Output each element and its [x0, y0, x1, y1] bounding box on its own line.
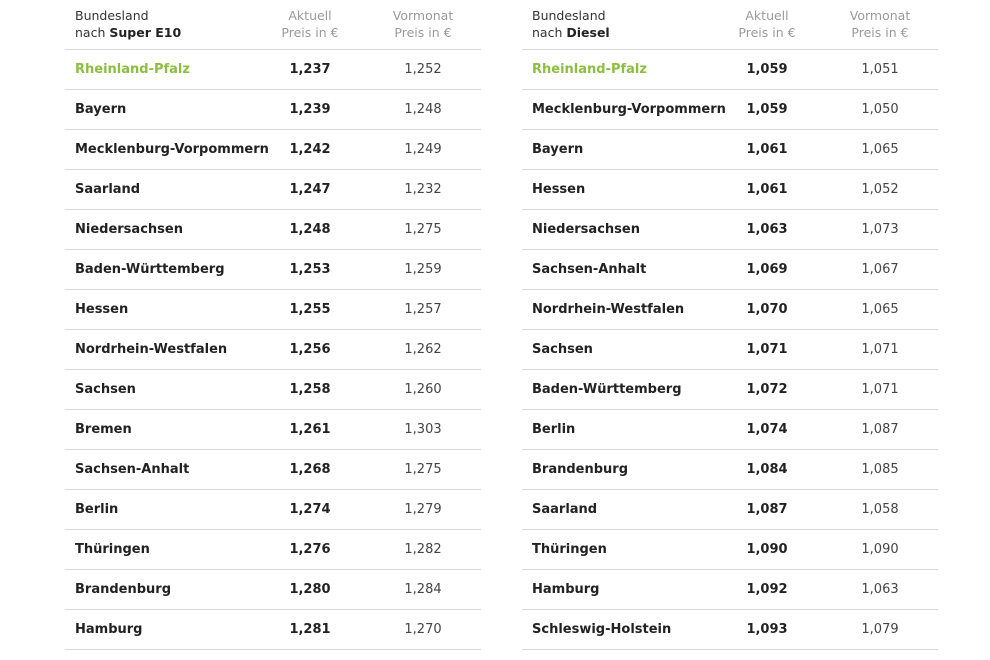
current-price: 1,061 [746, 182, 788, 197]
table-row [522, 610, 938, 650]
previous-month-price: 1,050 [861, 102, 899, 117]
state-column-header: Bundesland nach Diesel [532, 8, 610, 40]
previous-month-price: 1,090 [861, 542, 899, 557]
current-price-column-header: Aktuell Preis in € [281, 8, 339, 40]
fuel-type-label: Super E10 [109, 25, 182, 40]
previous-month-column-header: Vormonat Preis in € [392, 8, 454, 40]
table-row [522, 570, 938, 610]
state-name: Saarland [75, 182, 141, 197]
state-name: Mecklenburg-Vorpommern [532, 102, 726, 117]
table-header [65, 0, 481, 50]
previous-month-price: 1,063 [861, 582, 899, 597]
current-price: 1,071 [746, 342, 788, 357]
table-row [522, 370, 938, 410]
state-name: Sachsen [75, 382, 136, 397]
table-row [65, 410, 481, 450]
previous-month-price: 1,262 [404, 342, 442, 357]
table-row [65, 250, 481, 290]
table-row [65, 90, 481, 130]
table-row [65, 450, 481, 490]
previous-month-price: 1,085 [861, 462, 899, 477]
current-price: 1,274 [289, 502, 331, 517]
current-price: 1,061 [746, 142, 788, 157]
current-price: 1,242 [289, 142, 331, 157]
state-name: Sachsen-Anhalt [75, 462, 190, 477]
previous-month-price: 1,284 [404, 582, 442, 597]
previous-month-price: 1,275 [404, 462, 442, 477]
state-name: Schleswig-Holstein [532, 622, 672, 637]
current-price: 1,276 [289, 542, 331, 557]
state-name: Saarland [532, 502, 598, 517]
current-price: 1,063 [746, 222, 788, 237]
table-body [65, 50, 481, 650]
state-name: Nordrhein-Westfalen [532, 302, 685, 317]
state-name: Rheinland-Pfalz [532, 62, 647, 77]
current-price: 1,256 [289, 342, 331, 357]
previous-month-price: 1,282 [404, 542, 442, 557]
table-row [65, 170, 481, 210]
state-name: Baden-Württemberg [75, 262, 225, 277]
current-price: 1,248 [289, 222, 331, 237]
current-price: 1,280 [289, 582, 331, 597]
table-row [522, 90, 938, 130]
previous-month-price: 1,270 [404, 622, 442, 637]
current-price: 1,237 [289, 62, 331, 77]
previous-month-price: 1,052 [861, 182, 899, 197]
previous-month-price: 1,252 [404, 62, 442, 77]
state-name: Bayern [75, 102, 127, 117]
current-price: 1,092 [746, 582, 788, 597]
state-name: Brandenburg [532, 462, 629, 477]
current-price: 1,059 [746, 102, 788, 117]
current-price: 1,261 [289, 422, 331, 437]
table-row [522, 530, 938, 570]
previous-month-price: 1,303 [404, 422, 442, 437]
current-price: 1,239 [289, 102, 331, 117]
current-price: 1,072 [746, 382, 788, 397]
previous-month-price: 1,079 [861, 622, 899, 637]
previous-month-price: 1,260 [404, 382, 442, 397]
table-row [65, 290, 481, 330]
state-name: Brandenburg [75, 582, 172, 597]
state-name: Niedersachsen [532, 222, 640, 237]
table-row [65, 490, 481, 530]
state-name: Berlin [532, 422, 576, 437]
current-price: 1,087 [746, 502, 788, 517]
state-name: Sachsen [532, 342, 593, 357]
state-name: Rheinland-Pfalz [75, 62, 190, 77]
table-row [522, 50, 938, 90]
current-price: 1,093 [746, 622, 788, 637]
state-name: Hessen [75, 302, 129, 317]
previous-month-price: 1,257 [404, 302, 442, 317]
state-name: Hamburg [75, 622, 143, 637]
table-row [522, 450, 938, 490]
table-row [65, 530, 481, 570]
table-header [522, 0, 938, 50]
current-price: 1,069 [746, 262, 788, 277]
table-row [522, 130, 938, 170]
current-price: 1,268 [289, 462, 331, 477]
table-row [522, 490, 938, 530]
state-name: Baden-Württemberg [532, 382, 682, 397]
table-row [522, 330, 938, 370]
current-price-column-header: Aktuell Preis in € [738, 8, 796, 40]
state-name: Hessen [532, 182, 586, 197]
state-name: Niedersachsen [75, 222, 183, 237]
fuel-type-label: Diesel [566, 25, 610, 40]
table-row [522, 410, 938, 450]
previous-month-price: 1,279 [404, 502, 442, 517]
diesel-table [522, 0, 938, 650]
previous-month-price: 1,248 [404, 102, 442, 117]
state-name: Bayern [532, 142, 584, 157]
previous-month-price: 1,275 [404, 222, 442, 237]
current-price: 1,247 [289, 182, 331, 197]
previous-month-price: 1,073 [861, 222, 899, 237]
table-row [65, 330, 481, 370]
previous-month-price: 1,067 [861, 262, 899, 277]
state-name: Mecklenburg-Vorpommern [75, 142, 269, 157]
table-row [65, 50, 481, 90]
current-price: 1,059 [746, 62, 788, 77]
previous-month-price: 1,259 [404, 262, 442, 277]
state-name: Thüringen [532, 542, 607, 557]
table-row [65, 610, 481, 650]
current-price: 1,074 [746, 422, 788, 437]
table-row [522, 210, 938, 250]
previous-month-price: 1,051 [861, 62, 899, 77]
state-name: Berlin [75, 502, 119, 517]
previous-month-price: 1,071 [861, 382, 899, 397]
state-name: Hamburg [532, 582, 600, 597]
previous-month-price: 1,087 [861, 422, 899, 437]
previous-month-price: 1,065 [861, 142, 899, 157]
table-row [522, 290, 938, 330]
current-price: 1,070 [746, 302, 788, 317]
state-name: Bremen [75, 422, 132, 437]
current-price: 1,281 [289, 622, 331, 637]
table-row [65, 130, 481, 170]
table-row [65, 370, 481, 410]
state-name: Sachsen-Anhalt [532, 262, 647, 277]
table-row [522, 170, 938, 210]
previous-month-column-header: Vormonat Preis in € [849, 8, 911, 40]
current-price: 1,255 [289, 302, 331, 317]
previous-month-price: 1,065 [861, 302, 899, 317]
current-price: 1,090 [746, 542, 788, 557]
current-price: 1,253 [289, 262, 331, 277]
table-body [522, 50, 938, 650]
state-name: Nordrhein-Westfalen [75, 342, 228, 357]
previous-month-price: 1,249 [404, 142, 442, 157]
current-price: 1,084 [746, 462, 788, 477]
super-e10-table [65, 0, 481, 650]
state-column-header: Bundesland nach Super E10 [75, 8, 182, 40]
previous-month-price: 1,071 [861, 342, 899, 357]
current-price: 1,258 [289, 382, 331, 397]
table-row [65, 210, 481, 250]
previous-month-price: 1,058 [861, 502, 899, 517]
previous-month-price: 1,232 [404, 182, 442, 197]
table-row [522, 250, 938, 290]
state-name: Thüringen [75, 542, 150, 557]
table-row [65, 570, 481, 610]
